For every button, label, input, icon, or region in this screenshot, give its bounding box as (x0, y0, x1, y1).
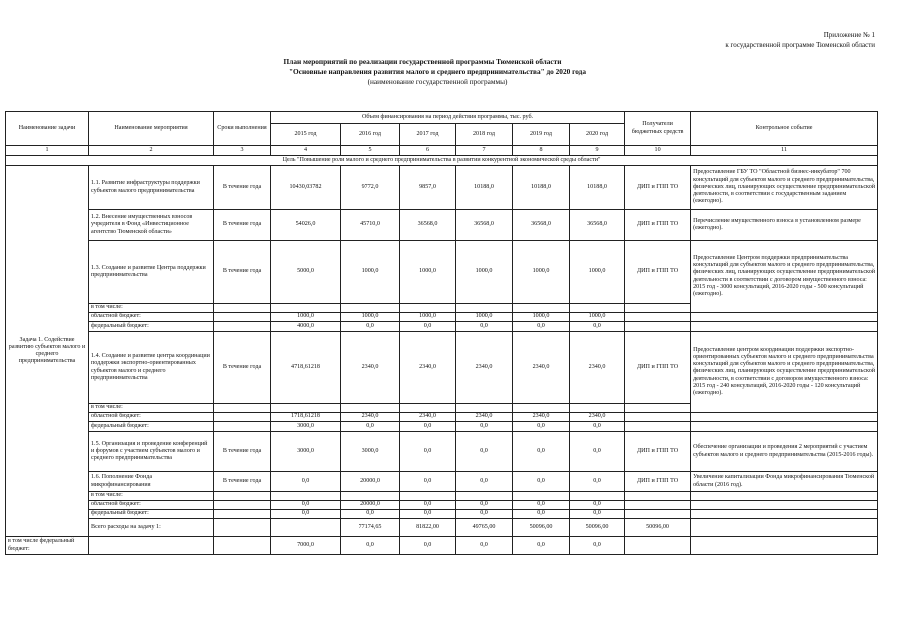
term-1-3: В течение года (214, 241, 271, 304)
total-2018: 50096,00 (513, 519, 570, 537)
header-task: Наименование задачи (6, 112, 89, 146)
regional-1-4-2016: 2340,0 (341, 413, 400, 422)
federal-label-1-6: федеральный бюджет: (89, 510, 214, 519)
control-1-5: Обеспечение организации и проведения 2 мероприятий с участием субъектов малого и среднего предпринимательства (2015-2016 годы). (691, 432, 878, 472)
table-row-1-6-federal (6, 510, 878, 519)
recipient-1-6: ДИП и ГПП ТО (625, 472, 691, 492)
value-1-5-2017: 0,0 (400, 432, 456, 472)
value-1-5-2015: 3000,0 (271, 432, 341, 472)
regional-label-1-4: областной бюджет: (89, 413, 214, 422)
col-num-2: 2 (89, 146, 214, 156)
federal-1-6-2016: 0,0 (341, 510, 400, 519)
federal-1-3-2015: 4000,0 (271, 322, 341, 332)
activity-1-4: 1.4. Создание и развитие центра координации поддержки экспортно-ориентированных субъектов малого и среднего предпринимательства (89, 332, 214, 404)
table-row-1-4-federal (6, 422, 878, 432)
table-row-1-4-regional (6, 413, 878, 422)
col-num-5: 5 (341, 146, 400, 156)
table-row-1-3-federal (6, 322, 878, 332)
document-title (0, 57, 905, 87)
recipient-1-1: ДИП и ГПП ТО (625, 166, 691, 210)
total-2016: 81822,00 (400, 519, 456, 537)
total-2020: 50096,00 (625, 519, 691, 537)
value-1-2-2015: 54026,0 (271, 210, 341, 241)
federal-1-4-2018: 0,0 (456, 422, 513, 432)
value-1-3-2015: 5000,0 (271, 241, 341, 304)
regional-1-6-2019: 0,0 (513, 501, 570, 510)
federal-1-3-2017: 0,0 (400, 322, 456, 332)
recipient-1-3: ДИП и ГПП ТО (625, 241, 691, 304)
federal-1-3-2016: 0,0 (341, 322, 400, 332)
federal-label-1-4: федеральный бюджет: (89, 422, 214, 432)
regional-label-1-3: областной бюджет: (89, 313, 214, 322)
value-1-2-2019: 36568,0 (513, 210, 570, 241)
col-num-6: 6 (400, 146, 456, 156)
value-1-2-2017: 36568,0 (400, 210, 456, 241)
regional-1-4-2015: 1718,61218 (271, 413, 341, 422)
header-year-2015: 2015 год (271, 124, 341, 146)
header-year-2019: 2019 год (513, 124, 570, 146)
table-row-1-6 (6, 472, 878, 492)
total-2015: 77174,65 (341, 519, 400, 537)
regional-1-3-2015: 1000,0 (271, 313, 341, 322)
appendix-note (725, 30, 875, 50)
value-1-1-2015: 10430,03782 (271, 166, 341, 210)
recipient-1-4: ДИП и ГПП ТО (625, 332, 691, 404)
value-1-4-2015: 4718,61218 (271, 332, 341, 404)
regional-1-4-2017: 2340,0 (400, 413, 456, 422)
col-num-9: 9 (570, 146, 625, 156)
regional-label-1-6: областной бюджет: (89, 501, 214, 510)
value-1-6-2017: 0,0 (400, 472, 456, 492)
title-line-2: "Основные направления развития малого и среднего предпринимательства" до 2020 года (288, 67, 586, 76)
header-activity: Наименование мероприятия (89, 112, 214, 146)
regional-1-6-2020: 0,0 (570, 501, 625, 510)
value-1-6-2015: 0,0 (271, 472, 341, 492)
federal-1-4-2020: 0,0 (570, 422, 625, 432)
recipient-1-2: ДИП и ГПП ТО (625, 210, 691, 241)
value-1-3-2019: 1000,0 (513, 241, 570, 304)
table-row-1-1 (6, 166, 878, 210)
total-federal-2017: 0,0 (400, 537, 456, 555)
regional-1-6-2017: 0,0 (400, 501, 456, 510)
column-numbers-row (6, 146, 878, 156)
col-num-8: 8 (513, 146, 570, 156)
task-1-name: Задача 1. Содействие развитию субъектов малого и среднего предпринимательства (6, 166, 89, 537)
value-1-4-2019: 2340,0 (513, 332, 570, 404)
federal-1-4-2019: 0,0 (513, 422, 570, 432)
regional-1-3-2017: 1000,0 (400, 313, 456, 322)
header-funding: Объем финансирования на период действия программы, тыс. руб. (271, 112, 625, 124)
regional-1-3-2020: 1000,0 (570, 313, 625, 322)
regional-1-4-2018: 2340,0 (456, 413, 513, 422)
value-1-3-2016: 1000,0 (341, 241, 400, 304)
federal-1-4-2015: 3000,0 (271, 422, 341, 432)
value-1-2-2016: 45710,0 (341, 210, 400, 241)
header-year-2020: 2020 год (570, 124, 625, 146)
value-1-2-2020: 36568,0 (570, 210, 625, 241)
control-1-1: Предоставление ГБУ ТО "Областной бизнес-инкубатор" 700 консультаций для субъектов малого и среднего предпринимательства, физических лиц, планирующих осуществление предпринимательской деятельности, в соответствии с государственным заданием (ежегодно). (691, 166, 878, 210)
term-1-5: В течение года (214, 432, 271, 472)
incl-label-1-4: в том числе: (89, 404, 214, 413)
value-1-1-2017: 9857,0 (400, 166, 456, 210)
header-row-1 (6, 112, 878, 124)
plan-table (5, 111, 878, 555)
total-label: Всего расходы на задачу 1: (89, 519, 214, 537)
value-1-3-2017: 1000,0 (400, 241, 456, 304)
incl-label-1-6: в том числе: (89, 492, 214, 501)
col-num-3: 3 (214, 146, 271, 156)
col-num-11: 11 (691, 146, 878, 156)
value-1-3-2018: 1000,0 (456, 241, 513, 304)
header-terms: Сроки выполнения (214, 112, 271, 146)
federal-1-6-2017: 0,0 (400, 510, 456, 519)
total-2017: 49765,00 (456, 519, 513, 537)
goal-row (6, 156, 878, 166)
appendix-line-2: к государственной программе Тюменской области (725, 41, 875, 49)
header-control: Контрольное событие (691, 112, 878, 146)
regional-1-4-2020: 2340,0 (570, 413, 625, 422)
table-row-1-5 (6, 432, 878, 472)
col-num-4: 4 (271, 146, 341, 156)
incl-label-1-3: в том числе: (89, 304, 214, 313)
federal-1-3-2019: 0,0 (513, 322, 570, 332)
value-1-1-2018: 10188,0 (456, 166, 513, 210)
regional-1-3-2018: 1000,0 (456, 313, 513, 322)
value-1-5-2020: 0,0 (570, 432, 625, 472)
value-1-4-2020: 2340,0 (570, 332, 625, 404)
value-1-1-2020: 10188,0 (570, 166, 625, 210)
value-1-4-2016: 2340,0 (341, 332, 400, 404)
table-row-total (6, 519, 878, 537)
federal-1-4-2016: 0,0 (341, 422, 400, 432)
total-2019: 50096,00 (570, 519, 625, 537)
value-1-6-2016: 20000,0 (341, 472, 400, 492)
regional-1-6-2015: 0,0 (271, 501, 341, 510)
col-num-1: 1 (6, 146, 89, 156)
goal-text: Цель "Повышение роли малого и среднего предпринимательства в развитии конкурентной экономической среды области" (6, 156, 878, 166)
control-1-3: Предоставление Центром поддержки предпринимательства консультаций для субъектов малого и среднего предпринимательства, физических лиц, планирующих осуществление предпринимательской деятельности в соответствии с договором имущественного взноса: 2015 год - 3000 консультаций, 2016-2020 годы - 500 консультаций (ежегодно). (691, 241, 878, 313)
regional-1-3-2016: 1000,0 (341, 313, 400, 322)
regional-1-3-2019: 1000,0 (513, 313, 570, 322)
activity-1-1: 1.1. Развитие инфраструктуры поддержки субъектов малого предпринимательства (89, 166, 214, 210)
value-1-6-2018: 0,0 (456, 472, 513, 492)
activity-1-2: 1.2. Внесение имущественных взносов учредителя в Фонд «Инвестиционное агентство Тюменской области» (89, 210, 214, 241)
table-row-1-3-regional (6, 313, 878, 322)
total-federal-2020: 0,0 (570, 537, 625, 555)
regional-1-6-2018: 0,0 (456, 501, 513, 510)
header-recipients: Получатели бюджетных средств (625, 112, 691, 146)
table-row-total-federal (6, 537, 878, 555)
table-row-1-4 (6, 332, 878, 404)
activity-1-6: 1.6. Пополнение Фонда микрофинансирования (89, 472, 214, 492)
activity-1-5: 1.5. Организация и проведение конференций и форумов с участием субъектов малого и среднего предпринимательства (89, 432, 214, 472)
table-row-1-2 (6, 210, 878, 241)
value-1-4-2018: 2340,0 (456, 332, 513, 404)
term-1-2: В течение года (214, 210, 271, 241)
total-federal-label: в том числе федеральный бюджет: (6, 537, 89, 555)
value-1-6-2020: 0,0 (570, 472, 625, 492)
term-1-6: В течение года (214, 472, 271, 492)
table-row-1-6-regional (6, 501, 878, 510)
value-1-1-2016: 9772,0 (341, 166, 400, 210)
header-year-2018: 2018 год (456, 124, 513, 146)
col-num-7: 7 (456, 146, 513, 156)
total-federal-2019: 0,0 (513, 537, 570, 555)
value-1-1-2019: 10188,0 (513, 166, 570, 210)
value-1-3-2020: 1000,0 (570, 241, 625, 304)
title-line-3: (наименование государственной программы) (367, 77, 508, 86)
federal-label-1-3: федеральный бюджет: (89, 322, 214, 332)
federal-1-3-2018: 0,0 (456, 322, 513, 332)
value-1-5-2016: 3000,0 (341, 432, 400, 472)
regional-1-4-2019: 2340,0 (513, 413, 570, 422)
col-num-10: 10 (625, 146, 691, 156)
value-1-6-2019: 0,0 (513, 472, 570, 492)
term-1-4: В течение года (214, 332, 271, 404)
term-1-1: В течение года (214, 166, 271, 210)
control-1-6: Увеличение капитализации Фонда микрофинансирования Тюменской области (2016 год). (691, 472, 878, 492)
table-row-1-3 (6, 241, 878, 304)
title-line-1: План мероприятий по реализации государственной программы Тюменской области (283, 57, 562, 66)
federal-1-3-2020: 0,0 (570, 322, 625, 332)
federal-1-4-2017: 0,0 (400, 422, 456, 432)
federal-1-6-2020: 0,0 (570, 510, 625, 519)
federal-1-6-2019: 0,0 (513, 510, 570, 519)
header-year-2017: 2017 год (400, 124, 456, 146)
total-federal-2015: 7000,0 (271, 537, 341, 555)
total-federal-2018: 0,0 (456, 537, 513, 555)
value-1-5-2018: 0,0 (456, 432, 513, 472)
appendix-line-1: Приложение № 1 (823, 31, 875, 39)
activity-1-3: 1.3. Создание и развитие Центра поддержки предпринимательства (89, 241, 214, 304)
total-federal-2016: 0,0 (341, 537, 400, 555)
header-year-2016: 2016 год (341, 124, 400, 146)
recipient-1-5: ДИП и ГПП ТО (625, 432, 691, 472)
control-1-2: Перечисление имущественного взноса в установленном размере (ежегодно). (691, 210, 878, 241)
regional-1-6-2016: 20000,0 (341, 501, 400, 510)
control-1-4: Предоставление центром координации поддержки экспортно-ориентированных субъектов малого и среднего предпринимательства консультаций для субъектов малого и среднего предпринимательства, физических лиц, планирующих осуществление предпринимательской деятельности, в соответствии с договором имущественного взноса: 2015 год - 240 консультаций, 2016-2020 годы - 120 консультаций (ежегодно). (691, 332, 878, 413)
value-1-4-2017: 2340,0 (400, 332, 456, 404)
value-1-2-2018: 36568,0 (456, 210, 513, 241)
value-1-5-2019: 0,0 (513, 432, 570, 472)
federal-1-6-2018: 0,0 (456, 510, 513, 519)
federal-1-6-2015: 0,0 (271, 510, 341, 519)
table-row-1-6-incl (6, 492, 878, 501)
